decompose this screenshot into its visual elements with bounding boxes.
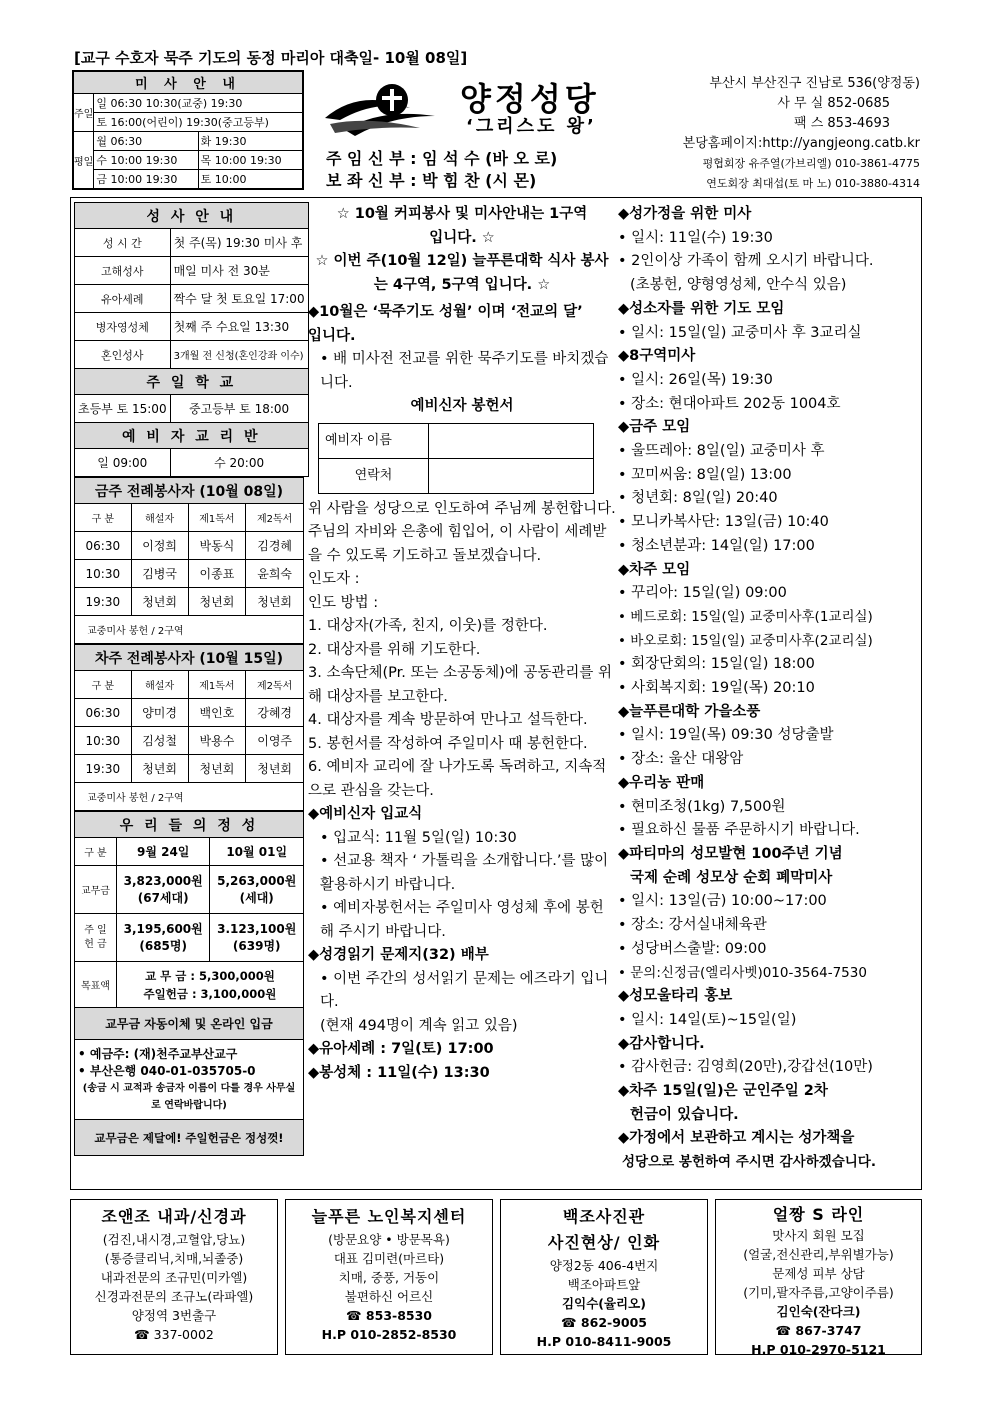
table-cell: 청년회 [131,588,188,616]
assistant-priest-name: 보 좌 신 부 : 박 힘 찬 (시 몬) [326,171,537,190]
table-header: 해설자 [131,671,188,699]
form-name-label: 예비자 이름 [319,423,429,458]
sunday-offering-value: 3,195,600원 (685명) [116,914,210,962]
servers-this-week-table [74,477,304,644]
sunday-school-title: 주 일 학 교 [75,369,309,395]
gyomu-value: 3,823,000원 (67세대) [116,866,210,914]
hymnal-title: ◆가정에서 보관하고 계시는 성가책을 [618,1130,855,1147]
meeting-item: • 베드로회: 15일(일) 교중미사후(1교리실) [618,608,873,625]
picnic-item: • 장소: 울산 대왕암 [618,751,744,768]
middle-column [308,203,616,1085]
table-cell: 청년회 [246,755,304,783]
method-item: 3. 소속단체(Pr. 또는 소공동체)에 공동관리를 위해 대상자를 보고한다. [308,665,613,705]
entrance-item: • 예비자봉헌서는 주일미사 영성체 후에 봉헌해 주시기 바랍니다. [320,900,604,940]
sunday-school-middle-high: 중고등부 토 18:00 [170,395,308,423]
weekday-mass: 수 10:00 19:30 [94,151,198,170]
table-cell: 김성철 [131,727,188,755]
ad-line: 김인숙(잔다크) [776,1304,861,1319]
thanks-item: • 감사헌금: 김영희(20만),강갑선(10만) [618,1059,873,1076]
fatima-item: • 일시: 13일(금) 10:00~17:00 [618,893,827,910]
catechumen-sunday: 일 09:00 [75,449,171,477]
sunday-mass-2: 토 16:00(어린이) 19:30(중고등부) [94,113,303,132]
thanks-title: ◆감사합니다. [618,1035,705,1052]
ad-line: H.P 010-2852-8530 [321,1327,457,1342]
entrance-item: • 입교식: 11월 5일(일) 10:30 [320,829,517,846]
mary-fence-title: ◆성모울타리 홍보 [618,988,733,1005]
method-item: 1. 대상자(가족, 친지, 이웃)를 정한다. [308,618,548,634]
table-cell: 김병국 [131,560,188,588]
table-cell: 06:30 [75,699,132,727]
fatima-title: ◆파티마의 성모발현 100주년 기념 [618,845,843,862]
right-column [618,203,922,1175]
priests-info [326,148,557,192]
ad-elderly-center [285,1199,493,1355]
ad-title: 조앤조 내과/신경과 [101,1207,247,1226]
sacrament-value: 짝수 달 첫 토요일 17:00 [170,285,308,313]
ad-line: 신경과전문의 조규노(라파엘) [94,1289,254,1304]
vocation-title: ◆성소자를 위한 기도 모임 [618,300,785,317]
form-contact-label: 연락처 [319,458,429,493]
table-cell: 이종표 [188,560,246,588]
ad-line: ☎ 337-0002 [134,1327,214,1342]
sacraments-table [74,202,309,477]
table-cell: 강혜경 [246,699,304,727]
meal-notice: ☆ 이번 주(10월 12일) 늘푸른대학 식사 봉사는 4구역, 5구역 입니다. ☆ [315,253,609,293]
sacraments-title: 성 사 안 내 [75,203,309,229]
bulletin-date-title: [교구 수호자 묵주 기도의 동정 마리아 대축일- 10월 08일] [74,49,468,67]
ad-title: 얼짱 S 라인 [772,1205,865,1224]
ad-line: (방문요양 • 방문목욕) [328,1232,450,1247]
farm-sale-item: • 필요하신 물품 주문하시기 바랍니다. [618,822,860,839]
meeting-item: • 사회복지회: 19일(목) 20:10 [618,680,815,697]
picnic-item: • 일시: 19일(목) 09:30 성당출발 [618,727,834,744]
farm-sale-title: ◆우리농 판매 [618,774,705,791]
servers-next-week-title: 차주 전례봉사자 (10월 15일) [75,645,304,671]
form-name-field[interactable] [429,423,594,458]
catechumen-title: 예 비 자 교 리 반 [75,423,309,449]
council-chair: 평협회장 유주열(가브리엘) 010-3861-4775 [702,157,920,170]
picnic-title: ◆늘푸른대학 가을소풍 [618,703,761,720]
table-cell: 06:30 [75,532,132,560]
method-item: 4. 대상자를 계속 방문하여 만나고 설득한다. [308,712,588,728]
table-cell: 김경혜 [246,532,304,560]
district-mass-item: • 장소: 현대아파트 202동 1004호 [618,395,841,412]
coffee-notice: ☆ 10월 커피봉사 및 미사안내는 1구역 입니다. ☆ [336,206,588,246]
ad-line: ☎ 862-9005 [561,1315,647,1330]
ad-line: 내과전문의 조규민(미카엘) [100,1270,248,1285]
family-mass-title: ◆성가정을 위한 미사 [618,206,752,222]
table-cell: 청년회 [188,755,246,783]
meeting-item: • 모니카복사단: 13일(금) 10:40 [618,514,829,531]
family-mass-item: • 일시: 11일(수) 19:30 [618,229,773,246]
hymnal-title-2: 성당으로 봉헌하여 주시면 감사하겠습니다. [622,1154,876,1171]
sunday-offering-value: 3.123,100원 (639명) [210,914,304,962]
bible-item: (현재 494명이 계속 읽고 있음) [320,1017,518,1034]
weekday-mass: 금 10:00 19:30 [94,170,198,189]
table-header: 해설자 [131,504,188,532]
meeting-item: • 울뜨레아: 8일(일) 교중미사 후 [618,443,825,460]
ad-line: 백조아파트앞 [567,1277,641,1292]
ad-line: 맛사지 회원 모집 [772,1228,865,1243]
ad-clinic [70,1199,278,1355]
table-cell: 19:30 [75,588,132,616]
method-item: 5. 봉헌서를 작성하여 주일미사 때 봉헌한다. [308,735,588,752]
church-address: 부산시 부산진구 진남로 536(양정동) [709,76,920,91]
sacrament-value: 첫째 주 수요일 13:30 [170,313,308,341]
bank-info [75,1040,304,1120]
mass-schedule-box [72,70,304,190]
vocation-item: • 일시: 15일(일) 교중미사 후 3교리실 [618,324,862,341]
ad-line: 문제성 피부 상담 [772,1266,865,1281]
table-header: 제1독서 [188,504,246,532]
fatima-title-2: 국제 순례 성모상 순회 폐막미사 [630,869,833,886]
homepage-link[interactable]: 본당홈페이지:http://yangjeong.catb.kr [682,136,920,151]
office-phone: 사 무 실 852-0685 [777,96,890,111]
ad-beauty [715,1199,922,1355]
table-header: 9월 24일 [116,838,210,866]
gyomu-value: 5,263,000원 (세대) [210,866,304,914]
district-mass-item: • 일시: 26일(목) 19:30 [618,371,773,388]
farm-sale-item: • 현미조청(1kg) 7,500원 [618,798,786,815]
table-cell: 10:30 [75,560,132,588]
weekday-mass: 토 10:00 [198,170,302,189]
form-contact-field[interactable] [429,458,594,493]
bank-account: • 부산은행 040-01-035705-0 [78,1063,256,1078]
servers-next-week-table [74,644,304,811]
meeting-item: • 청년회: 8일(일) 20:40 [618,490,778,507]
meeting-item: • 바오로회: 15일(일) 교중미사후(2교리실) [618,632,873,649]
ad-line: (기미,팔자주름,고양이주름) [743,1285,894,1300]
fatima-item: • 장소: 강서실내체육관 [618,917,767,934]
mary-fence-item: • 일시: 14일(토)~15일(일) [618,1011,797,1028]
church-contact [640,74,920,194]
table-cell: 이영주 [246,727,304,755]
ad-line: H.P 010-2970-5121 [751,1342,886,1357]
target-label: 목표액 [75,962,117,1008]
meeting-item: • 회장단회의: 15일(일) 18:00 [618,656,815,673]
table-header: 제2독서 [246,504,304,532]
sacrament-label: 성 시 간 [75,229,171,257]
sunday-school-elementary: 초등부 토 15:00 [75,395,171,423]
bank-title: 교무금 자동이체 및 온라인 입금 [75,1008,304,1040]
guide-label: 인도자 : [308,571,360,587]
weekday-mass: 목 10:00 19:30 [198,151,302,170]
table-cell: 박용수 [188,727,246,755]
ad-line: H.P 010-8411-9005 [536,1334,672,1349]
ad-line: (검진,내시경,고혈압,당뇨) [102,1232,246,1247]
catechumen-offering-form [318,423,594,494]
table-header: 10월 01일 [210,838,304,866]
rosary-month-title: ◆10월은 ‘묵주기도 성월’ 이며 ‘전교의 달’ 입니다. [308,304,583,344]
table-cell: 청년회 [131,755,188,783]
sacrament-label: 병자영성체 [75,313,171,341]
offerings-title: 우 리 들 의 정 성 [75,812,304,838]
bible-title: ◆성경읽기 문제지(32) 배부 [308,947,489,963]
bible-item: • 이번 주간의 성서읽기 문제는 에즈라기 입니다. [320,970,609,1010]
pastor-name: 주 임 신 부 : 임 석 수 (바 오 로) [326,149,558,168]
fatima-item: • 성당버스출발: 09:00 [618,940,767,957]
catechumen-wednesday: 수 20:00 [170,449,308,477]
ad-line: 양정역 3번출구 [131,1308,217,1323]
military-sunday-title: ◆차주 15일(일)은 군인주일 2차 [618,1083,828,1100]
table-header: 제1독서 [188,671,246,699]
fatima-item: • 문의:신정금(엘리사벳)010-3564-7530 [618,964,867,981]
offering-form-title: 예비신자 봉헌서 [410,398,514,414]
mass-schedule-title: 미 사 안 내 [74,72,303,94]
church-logo-icon [320,78,440,148]
ad-line: (얼굴,전신관리,부위별가능) [743,1247,894,1262]
target-sunday: 주일헌금 : 3,100,000원 [143,986,277,1001]
bank-holder: • 예금주: (재)천주교부산교구 [78,1046,238,1061]
next-week-meetings-title: ◆차주 모임 [618,561,691,578]
offerings-table [74,811,304,1156]
table-cell: 청년회 [246,588,304,616]
table-header: 구 분 [75,838,117,866]
offering-district: 교중미사 봉헌 / 2구역 [75,616,304,644]
ad-line: (통증클리닉,치매,뇌졸중) [104,1251,244,1266]
weekday-mass: 화 19:30 [198,132,302,151]
ad-line: 불편하신 어르신 [344,1289,434,1304]
sunday-offering-label: 주 일 헌 금 [75,914,117,962]
ad-line: 김익수(율리오) [562,1296,646,1311]
entrance-item: • 선교용 책자 ‘ 가톨릭을 소개합니다.’를 많이 활용하시기 바랍니다. [320,853,609,893]
fax-number: 팩 스 853-4693 [794,116,890,131]
method-item: 6. 예비자 교리에 잘 나가도록 독려하고, 지속적으로 관심을 갖는다. [308,759,607,799]
sacrament-label: 혼인성사 [75,341,171,369]
gyomu-label: 교무금 [75,866,117,914]
target-gyomu: 교 무 금 : 5,300,000원 [145,968,275,983]
meeting-item: • 꾸리아: 15일(일) 09:00 [618,585,787,602]
sacrament-label: 유아세례 [75,285,171,313]
sacrament-value: 첫 주(목) 19:30 미사 후 [170,229,308,257]
servers-this-week-title: 금주 전례봉사자 (10월 08일) [75,478,304,504]
family-mass-item: (초봉헌, 양형영성체, 안수식 있음) [630,277,847,294]
entrance-title: ◆예비신자 입교식 [308,806,423,822]
bank-note: (송금 시 교적과 송금자 이름이 다를 경우 사무실로 연락바랍니다) [82,1082,296,1111]
table-header: 구 분 [75,671,132,699]
sunday-label: 주일 [74,94,94,132]
table-cell: 백인호 [188,699,246,727]
sunday-mass-1: 일 06:30 10:30(교중) 19:30 [94,94,303,113]
offering-district: 교중미사 봉헌 / 2구역 [75,783,304,811]
table-cell: 19:30 [75,755,132,783]
infant-baptism: ◆유아세례 : 7일(토) 17:00 [308,1041,494,1057]
church-name: 양정성당 [460,80,600,118]
form-body: 위 사람을 성당으로 인도하여 주님께 봉헌합니다. 주님의 자비와 은총에 힘입어, 이 사람이 세례받을 수 있도록 기도하고 돌보겠습니다. [308,500,616,564]
method-title: 인도 방법 : [308,594,379,611]
meeting-item: • 청소년분과: 14일(일) 17:00 [618,537,815,554]
military-sunday-title-2: 헌금이 있습니다. [630,1106,739,1123]
weekday-label: 평일 [74,132,94,189]
target-value [116,962,303,1008]
ad-line: 치매, 중풍, 거동이 [338,1270,440,1285]
table-header: 제2독서 [246,671,304,699]
left-column [74,202,304,1156]
meeting-item: • 꼬미씨움: 8일(일) 13:00 [618,466,792,483]
table-cell: 청년회 [188,588,246,616]
ad-line: 대표 김미련(마르타) [333,1251,445,1266]
yeondo-chair: 연도회장 최대섭(토 마 노) 010-3880-4314 [706,177,920,190]
ad-title: 백조사진관 [562,1207,646,1226]
home-communion: ◆봉성체 : 11일(수) 13:30 [308,1064,490,1081]
table-cell: 양미경 [131,699,188,727]
this-week-meetings-title: ◆금주 모임 [618,419,691,436]
weekday-mass: 월 06:30 [94,132,198,151]
ad-photo-studio [500,1199,708,1355]
ad-line: 양정2동 406-4번지 [549,1258,659,1273]
method-item: 2. 대상자를 위해 기도한다. [308,641,481,658]
church-subtitle: ‘그리스도 왕’ [466,116,597,137]
ad-title-2: 사진현상/ 인화 [547,1233,661,1252]
table-cell: 10:30 [75,727,132,755]
rosary-month-body: • 배 미사전 전교를 위한 묵주기도를 바치겠습니다. [320,351,609,391]
table-cell: 박동식 [188,532,246,560]
table-cell: 이정희 [131,532,188,560]
sacrament-label: 고해성사 [75,257,171,285]
ad-title: 늘푸른 노인복지센터 [311,1207,467,1226]
sacrament-value: 매일 미사 전 30분 [170,257,308,285]
district-mass-title: ◆8구역미사 [618,348,696,365]
ad-line: ☎ 867-3747 [775,1323,862,1338]
table-header: 구 분 [75,504,132,532]
offering-slogan: 교무금은 제달에! 주일헌금은 정성껏! [75,1120,304,1156]
family-mass-item: • 2인이상 가족이 함께 오시기 바랍니다. [618,253,874,270]
ad-line: ☎ 853-8530 [346,1308,432,1323]
table-cell: 윤희숙 [246,560,304,588]
sacrament-value: 3개월 전 신청(혼인강좌 이수) [170,341,308,369]
